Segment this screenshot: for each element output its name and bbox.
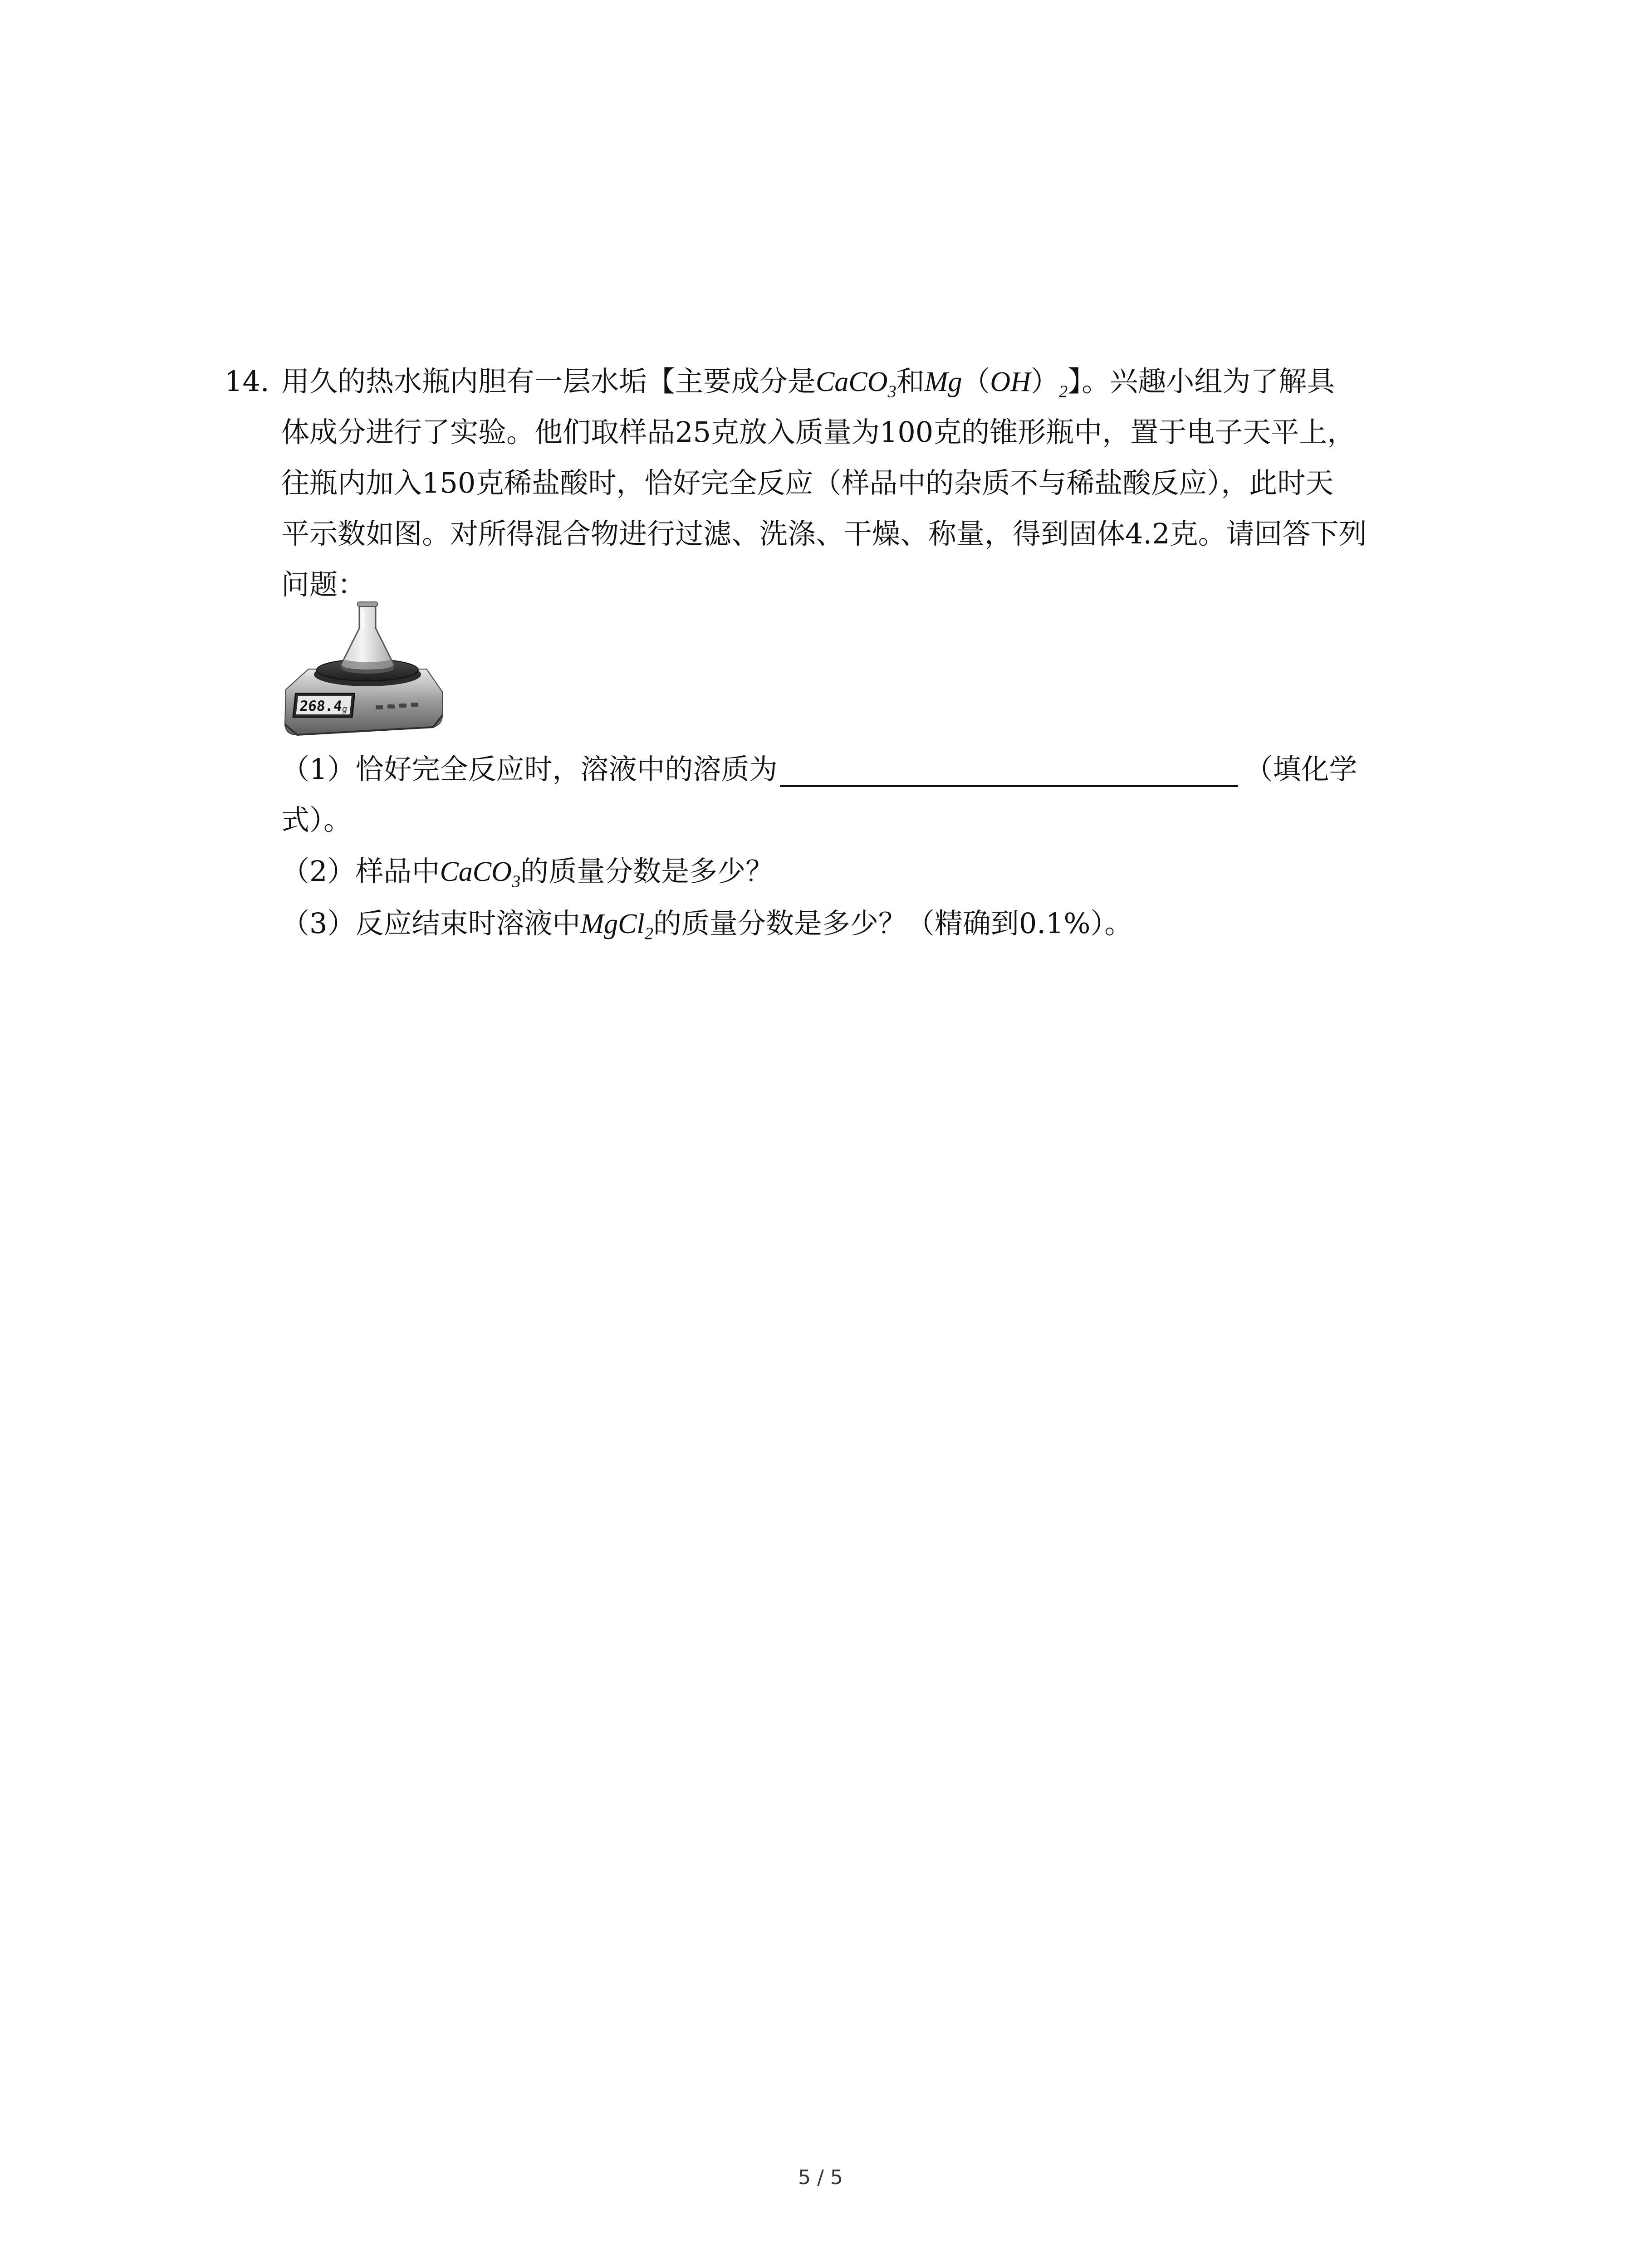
question-line-5: 问题： — [281, 568, 366, 601]
question-text: 】。兴趣小组为了解具 — [1068, 365, 1335, 398]
formula-mgcl2: MgCl$_2$ — [580, 909, 653, 943]
balance-reading: 268.4 — [299, 698, 343, 714]
electronic-balance-figure — [277, 596, 449, 742]
answer-blank[interactable] — [780, 785, 1238, 787]
balance-display — [293, 694, 354, 717]
formula-mg-oh-2: $Mg(OH)_2$ — [924, 367, 1068, 401]
question-14 — [225, 356, 1450, 610]
question-text: 用久的热水瓶内胆有一层水垢【主要成分是 — [281, 365, 816, 398]
conical-flask — [341, 602, 394, 674]
formula-caco3: CaCO$_3$ — [440, 856, 521, 891]
balance-unit: g — [341, 704, 348, 714]
question-line-4: 平示数如图。对所得混合物进行过滤、洗涤、干燥、称量，得到固体4.2克。请回答下列 — [281, 517, 1367, 550]
formula-caco3: CaCO$_3$ — [816, 367, 896, 401]
question-line-2: 体成分进行了实验。他们取样品25克放入质量为100克的锥形瓶中，置于电子天平上， — [281, 415, 1356, 449]
sub-question-3: （3）反应结束时溶液中MgCl$_2$的质量分数是多少？（精确到0.1%）。 — [281, 907, 1133, 943]
sub-question-2: （2）样品中CaCO$_3$的质量分数是多少？ — [281, 855, 774, 891]
sub-question-1: （1）恰好完全反应时，溶液中的溶质为 （填化学 — [281, 744, 1461, 795]
question-number: 14. — [225, 365, 269, 398]
page-number: 5 / 5 — [798, 2166, 843, 2189]
sub-question-1-cont: 式）。 — [281, 803, 352, 836]
question-text: 和 — [896, 365, 925, 398]
question-line-3: 往瓶内加入150克稀盐酸时，恰好完全反应（样品中的杂质不与稀盐酸反应），此时天 — [281, 466, 1334, 499]
question-line-1 — [225, 356, 1450, 407]
